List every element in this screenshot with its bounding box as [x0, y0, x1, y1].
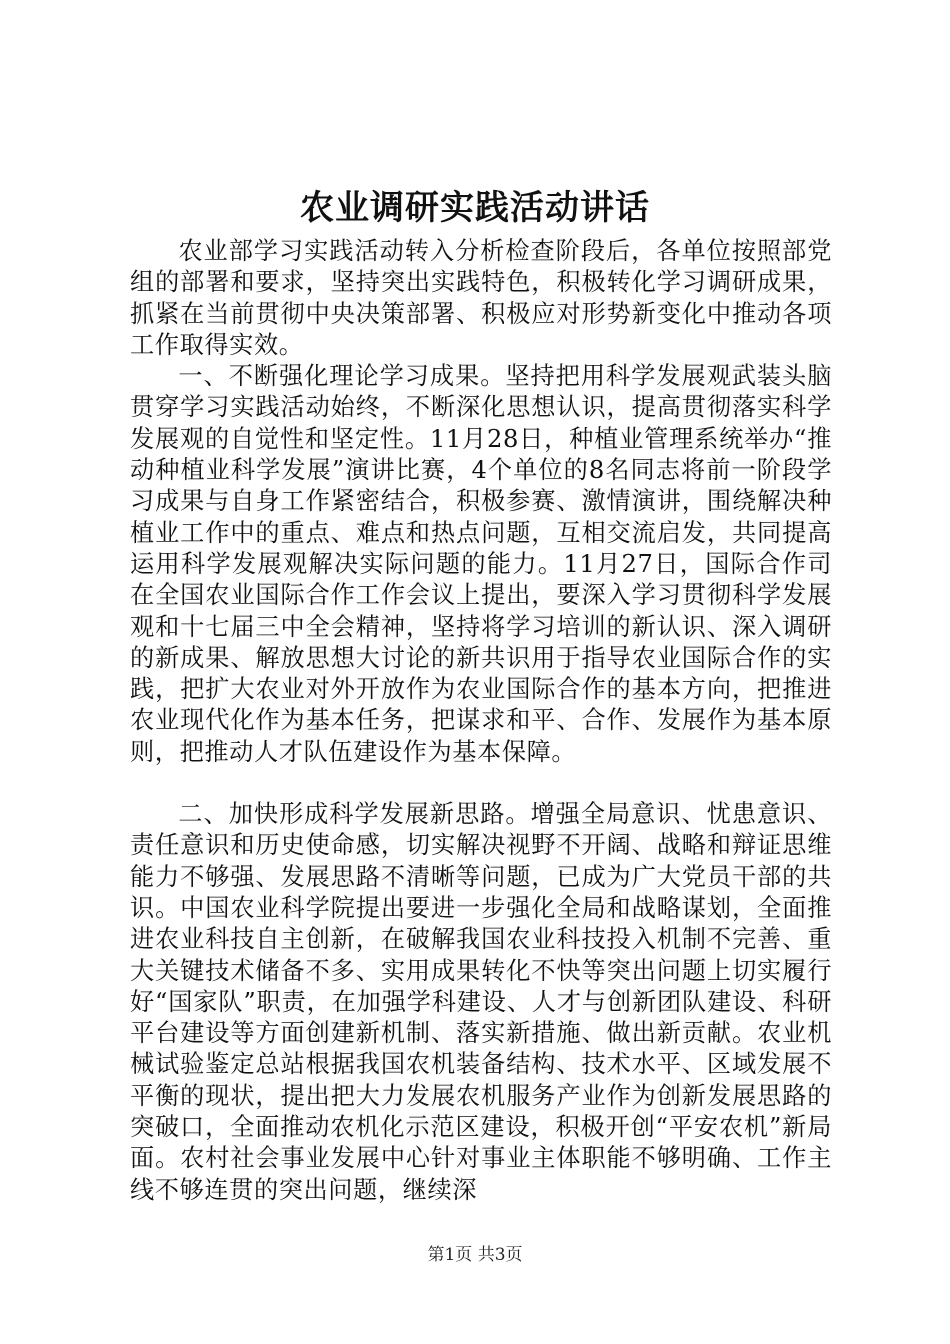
paragraph-section-1: 一、不断强化理论学习成果。坚持把用科学发展观武装头脑贯穿学习实践活动始终，不断深化思想认识，提高贯彻落实科学发展观的自觉性和坚定性。11月28日，种植业管理系统举办“推动种植业科学发展”演讲比赛，4个单位的8名同志将前一阶段学习成果与自身工作紧密结合，积极参赛、激情演讲，围绕解决种植业工作中的重点、难点和热点问题，互相交流启发，共同提高运用科学发展观解决实际问题的能力。11月27日，国际合作司在全国农业国际合作工作会议上提出，要深入学习贯彻科学发展观和十七届三中全会精神，坚持将学习培训的新认识、深入调研的新成果、解放思想大讨论的新共识用于指导农业国际合作的实践，把扩大农业对外开放作为农业国际合作的基本方向，把推进农业现代化作为基本任务，把谋求和平、合作、发展作为基本原则，把推动人才队伍建设作为基本保障。: [130, 362, 832, 766]
paragraph-intro: 农业部学习实践活动转入分析检查阶段后，各单位按照部党组的部署和要求，坚持突出实践特色，积极转化学习调研成果，抓紧在当前贯彻中央决策部署、积极应对形势新变化中推动各项工作取得实效。: [130, 237, 832, 359]
document-body: [130, 236, 832, 1206]
page-number-footer: 第1页 共3页: [427, 1245, 523, 1265]
paragraph-section-2: 二、加快形成科学发展新思路。增强全局意识、忧患意识、责任意识和历史使命感，切实解决视野不开阔、战略和辩证思维能力不够强、发展思路不清晰等问题，已成为广大党员干部的共识。中国农业科学院提出要进一步强化全局和战略谋划，全面推进农业科技自主创新，在破解我国农业科技投入机制不完善、重大关键技术储备不多、实用成果转化不快等突出问题上切实履行好“国家队”职责，在加强学科建设、人才与创新团队建设、科研平台建设等方面创建新机制、落实新措施、做出新贡献。农业机械试验鉴定总站根据我国农机装备结构、技术水平、区域发展不平衡的现状，提出把大力发展农机服务产业作为创新发展思路的突破口，全面推动农机化示范区建设，积极开创“平安农机”新局面。农村社会事业发展中心针对事业主体职能不够明确、工作主线不够连贯的突出问题，继续深: [130, 800, 832, 1204]
document-title: 农业调研实践活动讲话: [300, 188, 650, 228]
